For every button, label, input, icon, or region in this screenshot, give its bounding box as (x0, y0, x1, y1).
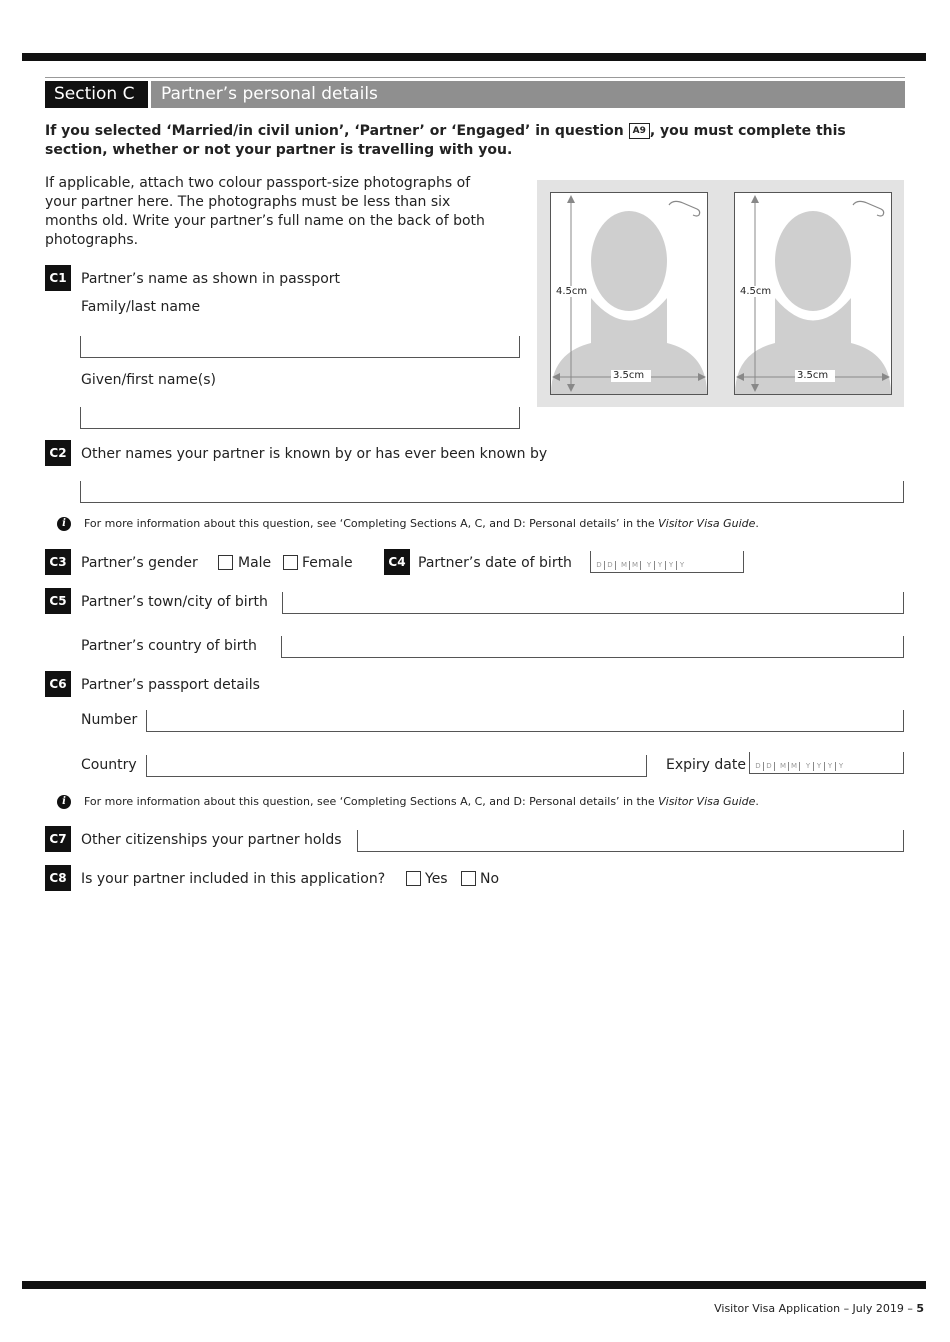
date-placeholder: Y (655, 561, 666, 570)
c4-label: Partner’s date of birth (418, 555, 572, 571)
info-note-text: For more information about this question, see ‘Completing Sections A, C, and D: Personal details’ in the (84, 795, 655, 808)
date-placeholder: M (619, 561, 630, 570)
header-divider (45, 77, 905, 78)
question-number-c4: C4 (384, 549, 410, 575)
given-name-input[interactable] (80, 407, 520, 429)
other-names-input[interactable] (80, 481, 904, 503)
paperclip-icon (853, 201, 884, 216)
photo-attachment-area[interactable] (537, 180, 904, 407)
page-number: 5 (916, 1302, 924, 1315)
c8-label: Is your partner included in this application? (81, 871, 386, 887)
country-of-birth-input[interactable] (281, 636, 904, 658)
date-placeholder: Y (814, 762, 825, 771)
date-placeholder: D (605, 561, 616, 570)
page-footer (714, 1302, 924, 1315)
photo-instructions-post: passport-size photographs of your partner here. The photographs must be less than six months old. Write your partner’s full name on the back of both photographs. (45, 175, 485, 248)
photo-width-label: 3.5cm (797, 370, 829, 381)
intro-text-before: If you selected ‘Married/in civil union’, ‘Partner’ or ‘Engaged’ in question (45, 123, 624, 139)
c2-label: Other names your partner is known by or has ever been known by (81, 446, 548, 462)
photo-width-label: 3.5cm (613, 370, 645, 381)
passport-expiry-input[interactable] (749, 752, 904, 774)
gender-female-label: Female (302, 555, 353, 571)
date-placeholder: D (764, 762, 775, 771)
family-name-label: Family/last name (81, 299, 201, 315)
passport-expiry-label: Expiry date (666, 757, 746, 773)
info-note-guide: Visitor Visa Guide (658, 517, 756, 530)
date-of-birth-input[interactable] (590, 551, 744, 573)
date-placeholder: M (789, 762, 800, 771)
photo-instructions-highlight: two colour (188, 175, 262, 191)
family-name-input[interactable] (80, 336, 520, 358)
photo-instructions (45, 174, 485, 250)
info-note-2 (84, 795, 759, 809)
question-number-c3: C3 (45, 549, 71, 575)
date-placeholder: Y (679, 561, 685, 569)
bottom-rule (22, 1281, 926, 1289)
photo-frame-2[interactable] (734, 192, 892, 395)
info-note-end: . (755, 795, 759, 808)
question-number-c8: C8 (45, 865, 71, 891)
section-intro (45, 122, 905, 160)
info-note-guide: Visitor Visa Guide (658, 795, 756, 808)
date-placeholder: D (594, 561, 605, 570)
question-number-c6: C6 (45, 671, 71, 697)
footer-text: Visitor Visa Application – July 2019 – (714, 1302, 913, 1315)
info-note-end: . (755, 517, 759, 530)
date-placeholder: Y (838, 762, 844, 770)
info-note-1 (84, 517, 759, 531)
passport-country-input[interactable] (146, 755, 647, 777)
question-reference: A9 (629, 123, 650, 139)
date-placeholder: M (630, 561, 641, 570)
section-title: Partner’s personal details (151, 81, 905, 108)
info-icon: i (57, 795, 71, 809)
c1-label: Partner’s name as shown in passport (81, 271, 341, 287)
town-of-birth-label: Partner’s town/city of birth (81, 594, 268, 610)
question-number-c7: C7 (45, 826, 71, 852)
photo-height-label: 4.5cm (740, 286, 772, 297)
other-citizenships-input[interactable] (357, 830, 904, 852)
gender-female-checkbox[interactable] (283, 555, 298, 570)
date-placeholder: Y (666, 561, 677, 570)
photo-frame-1[interactable] (550, 192, 708, 395)
included-no-checkbox[interactable] (461, 871, 476, 886)
c3-label: Partner’s gender (81, 555, 198, 571)
info-note-text: For more information about this question, see ‘Completing Sections A, C, and D: Personal details’ in the (84, 517, 655, 530)
gender-male-checkbox[interactable] (218, 555, 233, 570)
country-of-birth-label: Partner’s country of birth (81, 638, 257, 654)
date-placeholder: Y (803, 762, 814, 771)
question-number-c2: C2 (45, 440, 71, 466)
photo-height-label: 4.5cm (556, 286, 588, 297)
top-rule (22, 53, 926, 61)
included-yes-checkbox[interactable] (406, 871, 421, 886)
info-icon: i (57, 517, 71, 531)
date-placeholder: Y (644, 561, 655, 570)
gender-male-label: Male (238, 555, 272, 571)
town-of-birth-input[interactable] (282, 592, 904, 614)
c7-label: Other citizenships your partner holds (81, 832, 342, 848)
included-yes-label: Yes (425, 871, 448, 887)
date-placeholder: M (778, 762, 789, 771)
included-no-label: No (480, 871, 500, 887)
given-name-label: Given/first name(s) (81, 372, 216, 388)
passport-number-label: Number (81, 712, 138, 728)
section-label: Section C (45, 81, 148, 108)
intro-text-after: , you must complete this section, whether or not your partner is travelling with you. (45, 123, 846, 158)
date-placeholder: Y (825, 762, 836, 771)
paperclip-icon (669, 201, 700, 216)
date-placeholder: D (753, 762, 764, 771)
passport-number-input[interactable] (146, 710, 904, 732)
question-number-c5: C5 (45, 588, 71, 614)
photo-instructions-pre: If applicable, attach (45, 175, 184, 191)
passport-country-label: Country (81, 757, 137, 773)
c6-label: Partner’s passport details (81, 677, 260, 693)
question-number-c1: C1 (45, 265, 71, 291)
